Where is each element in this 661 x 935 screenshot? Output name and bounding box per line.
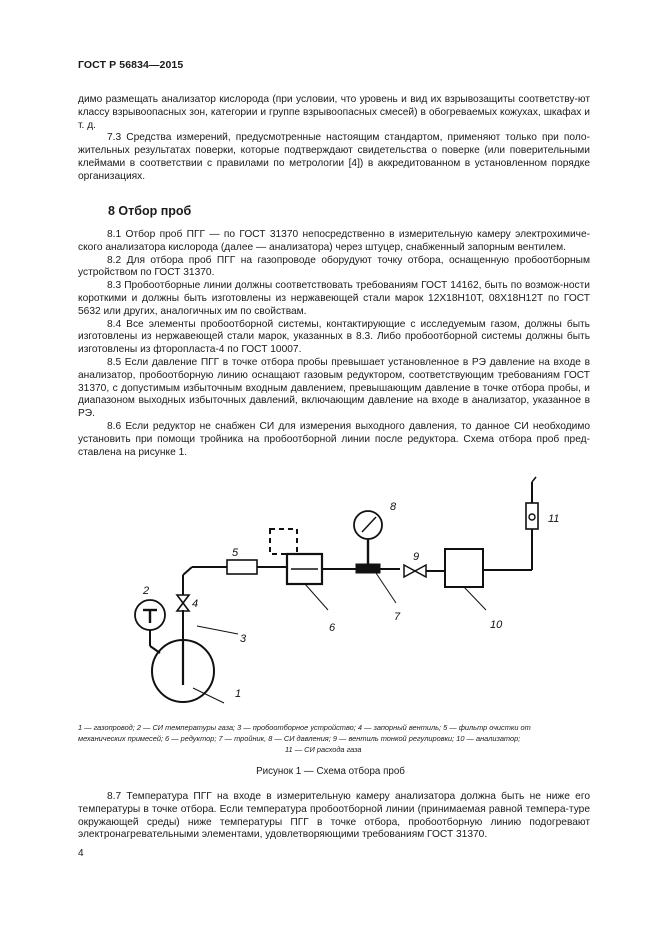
analyzer-shape xyxy=(445,549,483,587)
label-7: 7 xyxy=(394,611,401,623)
shutoff-valve-shape xyxy=(177,595,189,611)
figure-legend-line: механических примесей; 6 — редуктор; 7 — тройник, 8 — СИ давления; 9 — вентиль тонкой регулировки; 10 — анализатор; xyxy=(78,734,521,743)
closing-text xyxy=(78,791,590,842)
label-2: 2 xyxy=(143,585,150,597)
tee-shape xyxy=(356,564,380,573)
document-header: ГОСТ Р 56834—2015 xyxy=(78,59,184,71)
label-3: 3 xyxy=(240,633,247,645)
figure-caption: Рисунок 1 — Схема отбора проб xyxy=(256,766,405,777)
paragraph-8-3: 8.3 Пробоотборные линии должны соответствовать требованиям ГОСТ 14162, быть по возмож-ности короткими и должны быть изготовлены из нержавеющей стали марок 12Х18Н10Т, 08Х18Н12Т по ГОСТ 5632 или других, аналогичных им по свойствам. xyxy=(78,280,590,317)
paragraph-7-3: 7.3 Средства измерений, предусмотренные настоящим стандартом, применяют только при поло-жительных результатах поверки, которые подтверждают свидетельства о поверке (или поверительными клеймами в соответствии с правилами по метрологии [4]) в аккредитованном в установленном порядке организациях. xyxy=(78,132,590,182)
paragraph-8-5: 8.5 Если давление ПГГ в точке отбора пробы превышает установленное в РЭ давление на входе в анализатор, пробоотборную линию оснащают газовым редуктором, соответствующим требованиям ГОСТ 31370, с допустимым избыточным входным давлением, превышающим давление в точке отбора пробы, и диапазоном выходных избыточных давлений, включающим давление на входе в анализатор, указанное в РЭ. xyxy=(78,356,590,420)
figure-legend-line: 11 — СИ расхода газа xyxy=(285,745,362,754)
paragraph-8-6: 8.6 Если редуктор не снабжен СИ для измерения выходного давления, то данное СИ необходимо установить при помощи тройника на пробоотборной линии после редуктора. Схема отбора проб пред-ставлена на рисунке 1. xyxy=(78,420,590,458)
reducer-optional-gauge-shape xyxy=(270,529,297,554)
page-number: 4 xyxy=(78,848,84,859)
sampling-scheme-diagram xyxy=(100,470,580,710)
paragraph-8-2: 8.2 Для отбора проб ПГГ на газопроводе оборудуют точку отбора, оснащенную пробоотборным устройством по ГОСТ 31370. xyxy=(78,254,590,279)
label-10: 10 xyxy=(490,619,503,631)
filter-shape xyxy=(227,560,257,574)
label-11: 11 xyxy=(548,513,560,525)
label-6: 6 xyxy=(329,622,336,634)
flowmeter-shape xyxy=(526,503,538,529)
label-4: 4 xyxy=(192,598,199,610)
figure-legend-line: 1 — газопровод; 2 — СИ температуры газа; 3 — пробоотборное устройство; 4 — запорный вентиль; 5 — фильтр очистки от xyxy=(78,723,531,732)
intro-text xyxy=(78,94,590,184)
figure-legend xyxy=(78,722,590,755)
label-1: 1 xyxy=(235,688,242,700)
paragraph-8-4: 8.4 Все элементы пробоотборной системы, контактирующие с исследуемым газом, должны быть изготовлены из нержавеющей стали марок, указанных в 8.3. Либо пробоотборной системы должны быть изготовлены из фторопласта-4 по ГОСТ 10007. xyxy=(78,318,590,356)
label-5: 5 xyxy=(232,547,239,559)
paragraph-8-7: 8.7 Температура ПГГ на входе в измерительную камеру анализатора должна быть не ниже его температуры в точке отбора. Если температура пробоотборной линии (принимаемая равной темпера-туре окружающей среды) ниже температуры ПГГ в точке отбора, пробоотборную линию подогревают электронагревательными элементами, удовлетворяющими требованиям ГОСТ 31370. xyxy=(78,791,590,841)
label-8: 8 xyxy=(390,501,397,513)
section-heading: 8 Отбор проб xyxy=(108,204,192,218)
paragraph: димо размещать анализатор кислорода (при условии, что уровень и вид их взрывозащиты соответству-ют классу взрывоопасных зон, категории и группе взрывоопасных смесей) в обогреваемых кожухах, шкафах и т. д. xyxy=(78,94,590,131)
paragraph-8-1: 8.1 Отбор проб ПГГ — по ГОСТ 31370 непосредственно в измерительную камеру электрохимиче-ского анализатора кислорода (далее — анализатора) через штуцер, снабженный запорным вентилем. xyxy=(78,229,590,253)
label-9: 9 xyxy=(413,551,420,563)
section-text xyxy=(78,229,590,459)
